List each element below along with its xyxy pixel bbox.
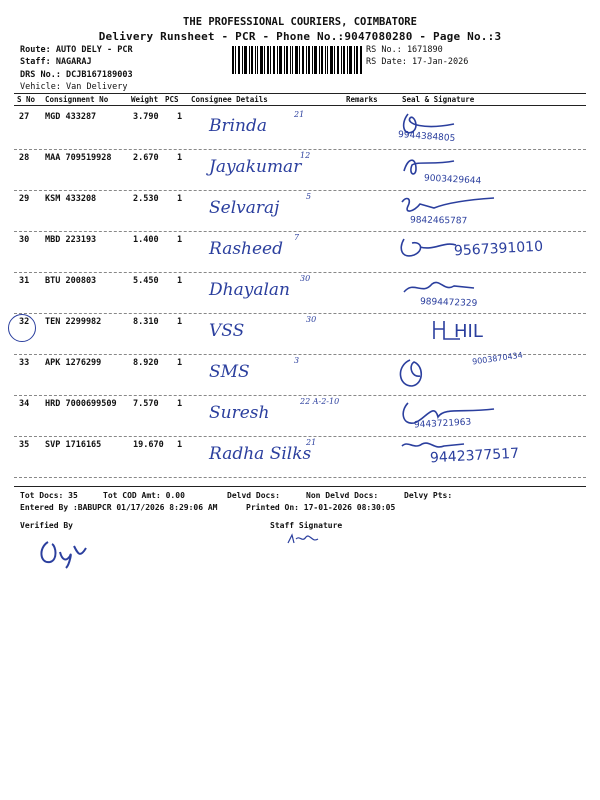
non-delivered-docs: Non Delvd Docs:: [306, 491, 379, 500]
delivery-points: Delvy Pts:: [404, 491, 453, 500]
row-pcs: 1: [177, 317, 183, 327]
row-pcs: 1: [177, 399, 183, 409]
header-rule-bottom: [14, 105, 586, 106]
row-signature-phone: 9442377517: [429, 445, 520, 467]
table-row: [14, 149, 586, 191]
row-sno: 32: [19, 317, 30, 327]
printed-on: Printed On: 17-01-2026 08:30:05: [246, 503, 396, 512]
row-sno: 28: [19, 153, 30, 163]
barcode: [232, 46, 362, 74]
row-weight: 5.450: [133, 276, 159, 286]
col-consignment: Consignment No: [45, 95, 109, 104]
table-row: [14, 350, 586, 396]
row-weight: 19.670: [133, 440, 164, 450]
staff-signature: [286, 531, 326, 547]
row-signature-phone: 9944384805: [397, 130, 456, 144]
col-weight: Weight: [131, 95, 159, 104]
row-signature-phone: 9894472329: [419, 297, 478, 309]
row-pcs: 1: [177, 153, 183, 163]
row-consignment: MGD 433287: [45, 112, 97, 122]
row-handwritten-mark: 21: [306, 438, 317, 447]
row-weight: 7.570: [133, 399, 159, 409]
hand-circle-mark: [8, 314, 36, 342]
header-rule-top: [14, 93, 586, 94]
row-pcs: 1: [177, 235, 183, 245]
row-pcs: 1: [177, 440, 183, 450]
row-sno: 33: [19, 358, 30, 368]
row-consignee-handwritten: Selvaraj: [209, 198, 280, 218]
row-consignment: SVP 1716165: [45, 440, 102, 450]
row-pcs: 1: [177, 276, 183, 286]
row-signature-phone: 9567391010: [453, 238, 544, 260]
row-consignee-handwritten: Suresh: [209, 403, 270, 423]
col-pcs: PCS: [165, 95, 179, 104]
row-consignment: MBD 223193: [45, 235, 97, 245]
row-handwritten-mark: 30: [300, 274, 311, 283]
row-consignment: HRD 7000699509: [45, 399, 117, 409]
row-pcs: 1: [177, 112, 183, 122]
row-sno: 30: [19, 235, 30, 245]
rs-number: RS No.: 1671890: [366, 45, 443, 55]
verifier-signature: [36, 534, 92, 570]
row-weight: 2.530: [133, 194, 159, 204]
row-signature-phone: 9842465787: [409, 215, 468, 227]
row-weight: 8.920: [133, 358, 159, 368]
row-weight: 1.400: [133, 235, 159, 245]
table-row: [14, 231, 586, 273]
col-seal: Seal & Signature: [402, 95, 475, 104]
table-row: [14, 395, 586, 437]
table-row: [14, 272, 586, 314]
row-handwritten-mark: 22 A-2-10: [300, 397, 340, 406]
row-signature-phone: 9443721963: [413, 417, 472, 431]
row-handwritten-mark: 12: [300, 151, 311, 160]
table-row: [14, 436, 586, 478]
row-signature-phone: 9003870434: [471, 350, 524, 367]
row-consignment: MAA 709519928: [45, 153, 112, 163]
col-consignee: Consignee Details: [191, 95, 268, 104]
row-handwritten-mark: 3: [294, 356, 300, 365]
runsheet-title: Delivery Runsheet - PCR - Phone No.:9047080280 - Page No.:3: [98, 30, 502, 43]
row-consignee-handwritten: Jayakumar: [209, 157, 302, 177]
row-signature-phone: HIL: [454, 321, 483, 342]
table-row: [14, 190, 586, 232]
row-pcs: 1: [177, 358, 183, 368]
row-consignee-handwritten: VSS: [209, 321, 245, 341]
staff-label: Staff: NAGARAJ: [20, 57, 92, 67]
route-label: Route: AUTO DELY - PCR: [20, 45, 133, 55]
row-handwritten-mark: 21: [294, 110, 305, 119]
row-handwritten-mark: 30: [306, 315, 317, 324]
row-signature: [394, 110, 594, 148]
row-consignee-handwritten: Brinda: [209, 116, 268, 136]
row-sno: 31: [19, 276, 30, 286]
footer-rule: [14, 486, 586, 487]
total-cod: Tot COD Amt: 0.00: [103, 491, 185, 500]
row-weight: 2.670: [133, 153, 159, 163]
table-row: [14, 313, 586, 355]
row-consignee-handwritten: Dhayalan: [209, 280, 290, 300]
row-consignment: BTU 200803: [45, 276, 97, 286]
row-consignee-handwritten: SMS: [209, 362, 250, 382]
row-consignment: TEN 2299982: [45, 317, 102, 327]
company-name: THE PROFESSIONAL COURIERS, COIMBATORE: [183, 16, 417, 28]
table-row: [14, 108, 586, 150]
row-consignee-handwritten: Radha Silks: [209, 444, 312, 464]
row-weight: 3.790: [133, 112, 159, 122]
total-docs: Tot Docs: 35: [20, 491, 78, 500]
drs-label: DRS No.: DCJB167189003: [20, 70, 133, 80]
col-sno: S No: [17, 95, 36, 104]
row-consignment: APK 1276299: [45, 358, 102, 368]
staff-signature-label: Staff Signature: [270, 521, 343, 530]
delivered-docs: Delvd Docs:: [227, 491, 280, 500]
col-remarks: Remarks: [346, 95, 378, 104]
vehicle-label: Vehicle: Van Delivery: [20, 82, 128, 92]
row-sno: 27: [19, 112, 30, 122]
rs-date: RS Date: 17-Jan-2026: [366, 57, 469, 67]
entered-by: Entered By :BABUPCR 01/17/2026 8:29:06 AM: [20, 503, 218, 512]
row-sno: 29: [19, 194, 30, 204]
row-sno: 35: [19, 440, 30, 450]
row-handwritten-mark: 5: [306, 192, 312, 201]
row-weight: 8.310: [133, 317, 159, 327]
row-handwritten-mark: 7: [294, 233, 300, 242]
verified-by-label: Verified By: [20, 521, 73, 530]
row-signature: [394, 315, 594, 353]
row-consignment: KSM 433208: [45, 194, 97, 204]
row-consignee-handwritten: Rasheed: [209, 239, 284, 259]
row-signature-phone: 9003429644: [423, 173, 482, 187]
row-pcs: 1: [177, 194, 183, 204]
row-sno: 34: [19, 399, 30, 409]
